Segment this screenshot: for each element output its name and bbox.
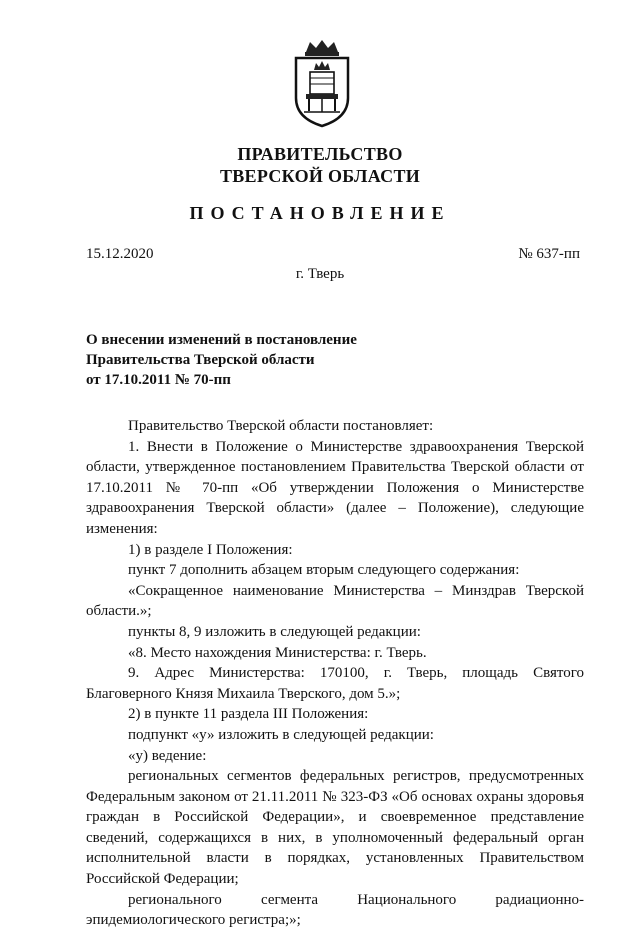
subject-line: Правительства Тверской области (86, 352, 315, 368)
body-paragraph: подпункт «у» изложить в следующей редакции: (128, 726, 434, 743)
body-paragraph: 1) в разделе I Положения: (128, 541, 293, 558)
body-paragraph: 9. Адрес Министерства: 170100, г. Тверь, площадь Святого Благоверного Князя Михаила Тверского, дом 5.»; (86, 665, 584, 702)
body-paragraph: «8. Место нахождения Министерства: г. Тверь. (128, 644, 427, 661)
document-city: г. Тверь (295, 266, 345, 282)
org-name-line2: ТВЕРСКОЙ ОБЛАСТИ (219, 166, 421, 186)
body-paragraph: пункт 7 дополнить абзацем вторым следующего содержания: (128, 562, 520, 579)
body-paragraph: «у) ведение: (128, 747, 207, 764)
body-paragraph: 1. Внести в Положение о Министерстве здравоохранения Тверской области, утвержденное постановлением Правительства Тверской области от 17.10.2011 № 70-пп «Об утверждении Положения о Министерстве здравоохранения Тверской области» (далее – Положение), следующие изменения: (86, 438, 584, 537)
body-paragraph: Правительство Тверской области постановляет: (128, 418, 434, 434)
document-number: № 637-пп (518, 246, 580, 262)
body-paragraph: регионального сегмента Национального радиационно-эпидемиологического регистра;»; (86, 891, 584, 929)
subject-line: О внесении изменений в постановление (86, 332, 357, 348)
document-type: ПОСТАНОВЛЕНИЕ (189, 203, 451, 223)
body-paragraph: «Сокращенное наименование Министерства – Минздрав Тверской области.»; (86, 582, 584, 620)
body-paragraph: региональных сегментов федеральных регистров, предусмотренных Федеральным законом от 21.11.2011 № 323-ФЗ «Об основах охраны здоровья граждан в Российской Федерации», и своевременное представление сведений, содержащихся в них, в уполномоченный федеральный орган исполнительной власти в порядках, установленных Правительством Российской Федерации; (86, 768, 584, 888)
document-date: 15.12.2020 (86, 246, 154, 262)
document-subject (86, 330, 426, 390)
coat-of-arms-icon (292, 38, 352, 128)
body-paragraph: 2) в пункте 11 раздела III Положения: (128, 706, 369, 723)
subject-line: от 17.10.2011 № 70-пп (86, 372, 231, 388)
body-paragraph: пункты 8, 9 изложить в следующей редакции: (128, 623, 421, 640)
org-name-line1: ПРАВИТЕЛЬСТВО (237, 144, 403, 164)
document-body (86, 416, 584, 931)
